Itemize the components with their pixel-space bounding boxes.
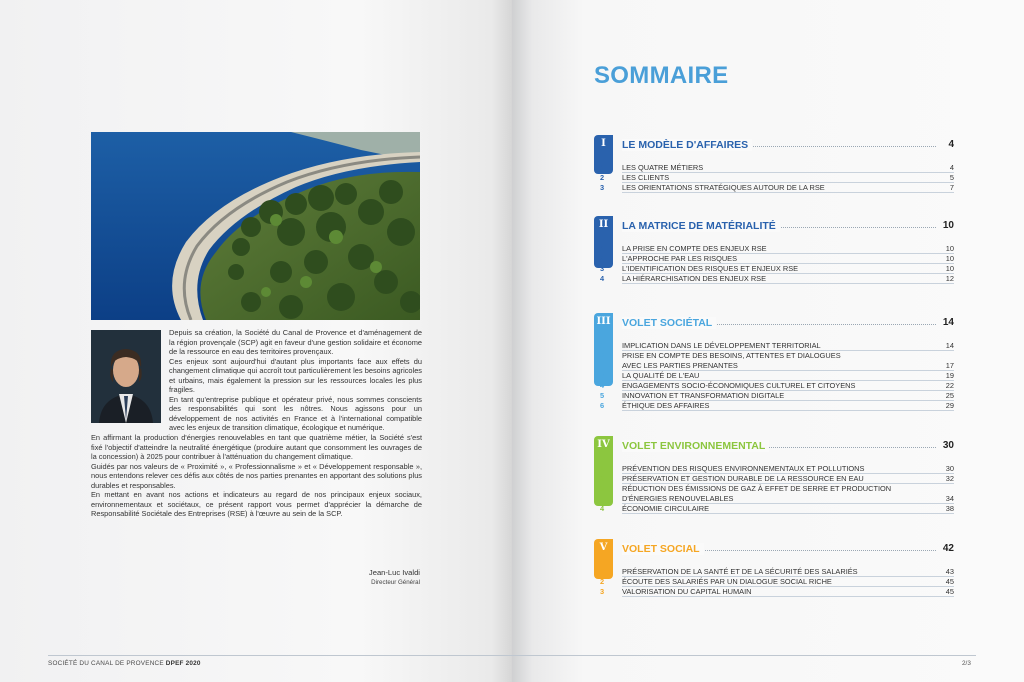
entry-label: LA HIÉRARCHISATION DES ENJEUX RSE — [622, 274, 767, 283]
entry-rule — [622, 410, 954, 411]
entry-number: 3 — [600, 183, 605, 192]
toc-entry[interactable] — [594, 474, 954, 484]
entry-number: 3 — [600, 587, 605, 596]
entry-page-number: 12 — [945, 274, 954, 283]
toc-entry[interactable] — [594, 587, 954, 597]
entry-page-number: 43 — [945, 567, 954, 576]
section-numeral: II — [598, 219, 609, 230]
toc-entry[interactable] — [594, 464, 954, 474]
entry-number: 1 — [600, 567, 605, 576]
entry-label: PRÉVENTION DES RISQUES ENVIRONNEMENTAUX ET POLLUTIONS — [622, 464, 865, 473]
section-page-number: 10 — [942, 220, 954, 231]
section-title: VOLET SOCIAL — [622, 543, 704, 555]
toc-entry[interactable] — [594, 264, 954, 274]
footer-title — [48, 660, 201, 667]
entry-page-number: 29 — [945, 401, 954, 410]
entry-page-number: 10 — [945, 244, 954, 253]
entry-label: ÉCONOMIE CIRCULAIRE — [622, 504, 710, 513]
entry-label: INNOVATION ET TRANSFORMATION DIGITALE — [622, 391, 785, 400]
entry-page-number: 30 — [945, 464, 954, 473]
toc-entry[interactable] — [594, 254, 954, 264]
entry-page-number: 25 — [945, 391, 954, 400]
toc-entry[interactable] — [594, 351, 954, 371]
footer-rule-left — [48, 655, 512, 656]
section-title: LE MODÈLE D'AFFAIRES — [622, 139, 752, 151]
entry-page-number: 34 — [945, 494, 954, 503]
entry-number: 3 — [600, 484, 605, 493]
entry-label: LES QUATRE MÉTIERS — [622, 163, 704, 172]
toc-entry[interactable] — [594, 504, 954, 514]
toc-entry[interactable] — [594, 484, 954, 504]
section-heading[interactable] — [622, 317, 954, 329]
section-heading[interactable] — [622, 543, 954, 555]
letter-paragraph: En mettant en avant nos actions et indicateurs au regard de nos principaux enjeux sociaux, environnementaux et sociétaux, ce présent rapport vous permet d'apprécier la démarche de Responsabilité Sociétale des Entreprises (RSE) à l'œuvre au sein de la SCP. — [91, 490, 422, 519]
section-numeral: III — [596, 316, 611, 327]
entry-rule — [622, 283, 954, 284]
entry-label: LA QUALITÉ DE L'EAU — [622, 371, 700, 380]
section-title: LA MATRICE DE MATÉRIALITÉ — [622, 220, 780, 232]
entry-number: 3 — [600, 264, 605, 273]
entry-rule — [622, 596, 954, 597]
entry-page-number: 38 — [945, 504, 954, 513]
entry-label: LES ORIENTATIONS STRATÉGIQUES AUTOUR DE LA RSE — [622, 183, 825, 192]
toc-entry[interactable] — [594, 173, 954, 183]
entry-page-number: 5 — [949, 173, 954, 182]
toc-entry[interactable] — [594, 163, 954, 173]
entry-label-continued: AVEC LES PARTIES PRENANTES — [622, 361, 738, 370]
entry-number: 6 — [600, 401, 605, 410]
entry-label: VALORISATION DU CAPITAL HUMAIN — [622, 587, 752, 596]
toc-entry[interactable] — [594, 577, 954, 587]
section-page-number: 30 — [942, 440, 954, 451]
entry-page-number: 17 — [945, 361, 954, 370]
toc-entry[interactable] — [594, 341, 954, 351]
entry-page-number: 22 — [945, 381, 954, 390]
toc-entry[interactable] — [594, 567, 954, 577]
section-items — [594, 244, 954, 284]
entry-number: 1 — [600, 244, 605, 253]
footer-report: DPEF 2020 — [165, 660, 201, 667]
director-letter — [91, 328, 422, 519]
entry-label: L'IDENTIFICATION DES RISQUES ET ENJEUX RSE — [622, 264, 799, 273]
entry-label-continued: D'ÉNERGIES RENOUVELABLES — [622, 494, 734, 503]
entry-label: LES CLIENTS — [622, 173, 670, 182]
section-page-number: 4 — [948, 139, 954, 150]
canal-landscape-photo — [91, 132, 420, 320]
entry-number: 2 — [600, 351, 605, 360]
entry-label: L'APPROCHE PAR LES RISQUES — [622, 254, 738, 263]
page-number: 2/3 — [962, 660, 971, 667]
section-numeral: V — [599, 542, 608, 553]
section-page-number: 42 — [942, 543, 954, 554]
entry-number: 5 — [600, 391, 605, 400]
toc-entry[interactable] — [594, 381, 954, 391]
entry-label: IMPLICATION DANS LE DÉVELOPPEMENT TERRITORIAL — [622, 341, 821, 350]
entry-label: ÉTHIQUE DES AFFAIRES — [622, 401, 710, 410]
section-page-number: 14 — [942, 317, 954, 328]
section-title: VOLET SOCIÉTAL — [622, 317, 716, 329]
entry-page-number: 4 — [949, 163, 954, 172]
entry-label: PRÉSERVATION ET GESTION DURABLE DE LA RESSOURCE EN EAU — [622, 474, 864, 483]
entry-page-number: 7 — [949, 183, 954, 192]
letter-paragraph: Guidés par nos valeurs de « Proximité », « Professionnalisme » et « Développement responsable », nous entendons relever ces défis aux côtés de nos parties prenantes en apportant des solutions plus durables et responsables. — [91, 461, 422, 490]
section-title: VOLET ENVIRONNEMENTAL — [622, 440, 769, 452]
entry-number: 4 — [600, 504, 605, 513]
section-items — [594, 464, 954, 514]
entry-page-number: 32 — [945, 474, 954, 483]
section-items — [594, 341, 954, 411]
entry-page-number: 10 — [945, 264, 954, 273]
entry-rule — [622, 192, 954, 193]
entry-page-number: 10 — [945, 254, 954, 263]
entry-label: PRÉSERVATION DE LA SANTÉ ET DE LA SÉCURITÉ DES SALARIÉS — [622, 567, 858, 576]
letter-paragraph: Ces enjeux sont aujourd'hui d'autant plus importants face aux effets du changement climatique qui accroît tout particulièrement les besoins agricoles et urbains, mais également la pression sur les ressources locales les plus fragiles. — [169, 356, 422, 395]
entry-page-number: 19 — [945, 371, 954, 380]
toc-entry[interactable] — [594, 391, 954, 401]
letter-paragraph: En affirmant la production d'énergies renouvelables en tant que quatrième métier, la Société s'est fixé l'objectif d'atteindre la neutralité énergétique (produire autant que consomment les ouvrages de la concession) à 2025 pour contribuer à l'atténuation du changement climatique. — [91, 433, 422, 462]
signature-role: Directeur Général — [371, 579, 420, 586]
entry-rule — [622, 513, 954, 514]
entry-label: RÉDUCTION DES ÉMISSIONS DE GAZ À EFFET DE SERRE ET PRODUCTION — [622, 484, 892, 493]
toc-title: SOMMAIRE — [594, 62, 729, 89]
entry-label: PRISE EN COMPTE DES BESOINS, ATTENTES ET DIALOGUES — [622, 351, 841, 360]
toc-entry[interactable] — [594, 401, 954, 411]
entry-label: ENGAGEMENTS SOCIO-ÉCONOMIQUES CULTUREL ET CITOYENS — [622, 381, 856, 390]
entry-page-number: 45 — [945, 587, 954, 596]
letter-paragraph: Depuis sa création, la Société du Canal de Provence et d'aménagement de la région provençale (SCP) agit en faveur d'une gestion solidaire et économe de la ressource en eau des territoires provençaux. — [169, 328, 422, 357]
footer-rule-right — [512, 655, 976, 656]
section-numeral: I — [601, 138, 606, 149]
section-numeral: IV — [597, 439, 610, 450]
entry-page-number: 45 — [945, 577, 954, 586]
entry-number: 2 — [600, 577, 605, 586]
toc-entry[interactable] — [594, 371, 954, 381]
toc-entry[interactable] — [594, 244, 954, 254]
entry-number: 4 — [600, 381, 605, 390]
toc-entry[interactable] — [594, 274, 954, 284]
entry-number: 3 — [600, 371, 605, 380]
entry-number: 1 — [600, 464, 605, 473]
entry-number: 1 — [600, 163, 605, 172]
letter-paragraph: En tant qu'entreprise publique et opérateur privé, nous sommes conscients des responsabilités qui sont les nôtres. Nous agissons pour un développement de nos activités en France et à l'international compatible avec les enjeux de transition climatique, écologique et numérique. — [169, 394, 422, 433]
toc-entry[interactable] — [594, 183, 954, 193]
section-heading[interactable] — [622, 139, 954, 151]
section-items — [594, 567, 954, 597]
entry-number: 2 — [600, 173, 605, 182]
entry-number: 2 — [600, 254, 605, 263]
section-items — [594, 163, 954, 193]
entry-number: 4 — [600, 274, 605, 283]
entry-label: ÉCOUTE DES SALARIÉS PAR UN DIALOGUE SOCIAL RICHE — [622, 577, 832, 586]
section-heading[interactable] — [622, 220, 954, 232]
entry-number: 1 — [600, 341, 605, 350]
entry-page-number: 14 — [945, 341, 954, 350]
signature-name: Jean-Luc Ivaldi — [368, 568, 420, 577]
section-heading[interactable] — [622, 440, 954, 452]
entry-label: LA PRISE EN COMPTE DES ENJEUX RSE — [622, 244, 767, 253]
footer-org: SOCIÉTÉ DU CANAL DE PROVENCE — [48, 660, 164, 667]
entry-number: 2 — [600, 474, 605, 483]
